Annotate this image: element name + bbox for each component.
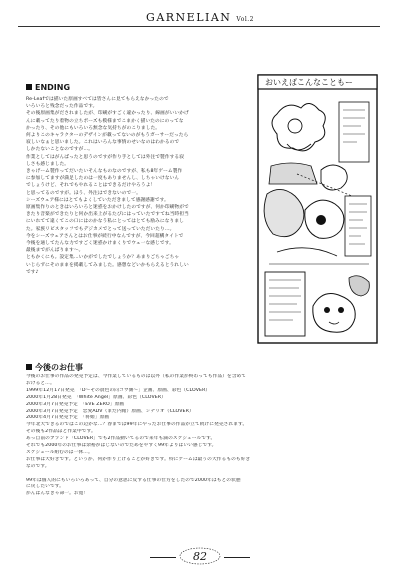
ending-line: ともかくにも。設定集…いかがでしたでしょうか？あまりごちゃごちゃ: [26, 255, 180, 261]
footer-rule-left: [150, 557, 176, 564]
work-line: 1999年12月17日発売 「D～その晨色の向コウ側～」企画、原画、彩色（CLOVER）: [26, 387, 211, 393]
work-line: おけると…。: [26, 380, 55, 386]
ending-line: いじらずにそのままを掲載してみました。感想などいかもらえるとうれしい: [26, 262, 189, 268]
ending-line: しさも感じました。: [26, 161, 70, 167]
ending-line: その後原画集がだされましたが、印刷がすごく違かったり、線画がいいかげ: [26, 111, 189, 117]
ending-line: です♪: [26, 269, 39, 275]
ending-line: 作業としてはがんばったと思うのですが作り手としては外注で製作する寂: [26, 154, 184, 160]
square-bullet-icon: [26, 84, 32, 90]
ending-heading-text: ENDING: [35, 83, 71, 92]
ending-line: 最後までがんばります～。: [26, 248, 84, 254]
work-line: 今年北大できるのではこの辺かな…？春までは99年にやったお仕事の作品が立て続けに発売されます。: [26, 422, 248, 428]
ending-line: 原画集作りのときはいろいろと迷惑をおかけしたのですが、何か印刷物がで: [26, 205, 189, 211]
comic-caption: おいえばこんなこともー: [265, 78, 353, 87]
ending-line: いろいろと残念だった作品です。: [26, 104, 98, 110]
ending-line: きたり音楽ができたりと何か出来上がるたびにはっていたですてね当時担当: [26, 212, 189, 218]
ending-line: にいれてて遠くてこの口にはのかなう私にとってはとても励みになりまし: [26, 219, 184, 225]
ending-line: に参加してますが満足したのは一度もありませんし、しちゃいけないん: [26, 176, 180, 182]
page-number: 82: [193, 550, 207, 563]
work-line: がんばんなきゃ命一。お寛！: [26, 491, 89, 497]
work-line: あっ自前のブランド「CLOVER」でも2作品動いてるので来年も満のスケジュールです。: [26, 436, 216, 442]
work-line: それでも2000年のお仕事は余裕がはじないのでためをやすく99年よりはいい感じです。: [26, 443, 217, 449]
work-line: その後も2作品ほど作業中です。: [26, 429, 96, 435]
ending-heading: [26, 83, 70, 92]
ending-line: きゃげーム製作ってだいたいそんなものなのですが、私も8年ゲーム製作: [26, 169, 183, 175]
work-heading: [26, 362, 83, 373]
work-line: 2000年4月7日発売予定 「将姫」原画: [26, 415, 110, 421]
magazine-title: GARNELIAN: [146, 11, 232, 24]
ending-line: かったり、その他にもいろいろ無念な気持ちがのこりました。: [26, 125, 161, 131]
work-line: お仕事は大好きです。というか、何か作り上げることが好きです。特にゲームは最うの大作るものも好き: [26, 456, 251, 462]
work-line: に戻したいです。: [26, 484, 64, 490]
ending-body: [26, 96, 258, 276]
work-line: 今後のお仕事の作品の発売予定は、今作業しているものは以外（私の作業が終わっても作品）を含めて: [26, 374, 247, 379]
work-line: 99年は個人的にもいろいろあって、自分の意思に反する仕事の仕方をしたので2000年はもとの状態: [26, 477, 241, 483]
work-line: スケジュール組むのは一休…。: [26, 449, 93, 455]
work-line: 2000年3月7日発売予定 恋愛ADV（まだ内緒）原画、シナリオ（CLOVER）: [26, 408, 194, 414]
ending-line: 何よりこのキャラクターのデザインが載ってないのがもうガーサーだったら: [26, 133, 189, 139]
work-heading-text: 今後のお仕事: [35, 363, 83, 372]
ending-line: と思ってるのですが。ほう、外注はできないので一。: [26, 190, 141, 196]
ending-line: んに載ってたり着物の立ちポーズも模様までこまかく描いたのにのってな: [26, 118, 184, 124]
work-line: なのです。: [26, 463, 50, 469]
work-line: 2000年1月28日発売 「White Angel」原画、彩色（CLOVER）: [26, 394, 166, 400]
comic-strip: [257, 74, 378, 344]
work-line: [26, 471, 378, 478]
ending-line: でしょうけど、それでもやれることはできるだけやろうよ！: [26, 183, 156, 189]
ending-line: た。家族リビスタッフでもデジカメでとって送っていただいたり…。: [26, 226, 175, 232]
ending-line: 今後を通してたんな力ですごく迷惑かけまくりでウェ一な感じです。: [26, 241, 174, 247]
footer-rule-right: [224, 557, 250, 564]
ending-line: 寂しいなぁと思いました。これはいろんな事情のせいなのはわかるので: [26, 140, 180, 146]
ending-line: シーズウェア様にはとてもよくしていただきまして感謝感謝です。: [26, 197, 169, 203]
header-rule: [18, 26, 380, 27]
work-line: 2000年3月7日発売予定 「EVE ZERO」原画: [26, 401, 125, 407]
square-bullet-icon: [26, 364, 32, 370]
work-body: [26, 374, 378, 498]
page-title: [0, 11, 400, 24]
ending-line: しかたないことなのですが…。: [26, 147, 94, 153]
ending-line: 今をシーズウェアさんとはお仕事が続行中なんですが、今回超構タイトで: [26, 233, 184, 239]
ending-line: Re-Leafでは描いた原画すべては皆さんに見てもらえなかったので: [26, 97, 169, 102]
volume-label: Vol.2: [236, 16, 254, 23]
